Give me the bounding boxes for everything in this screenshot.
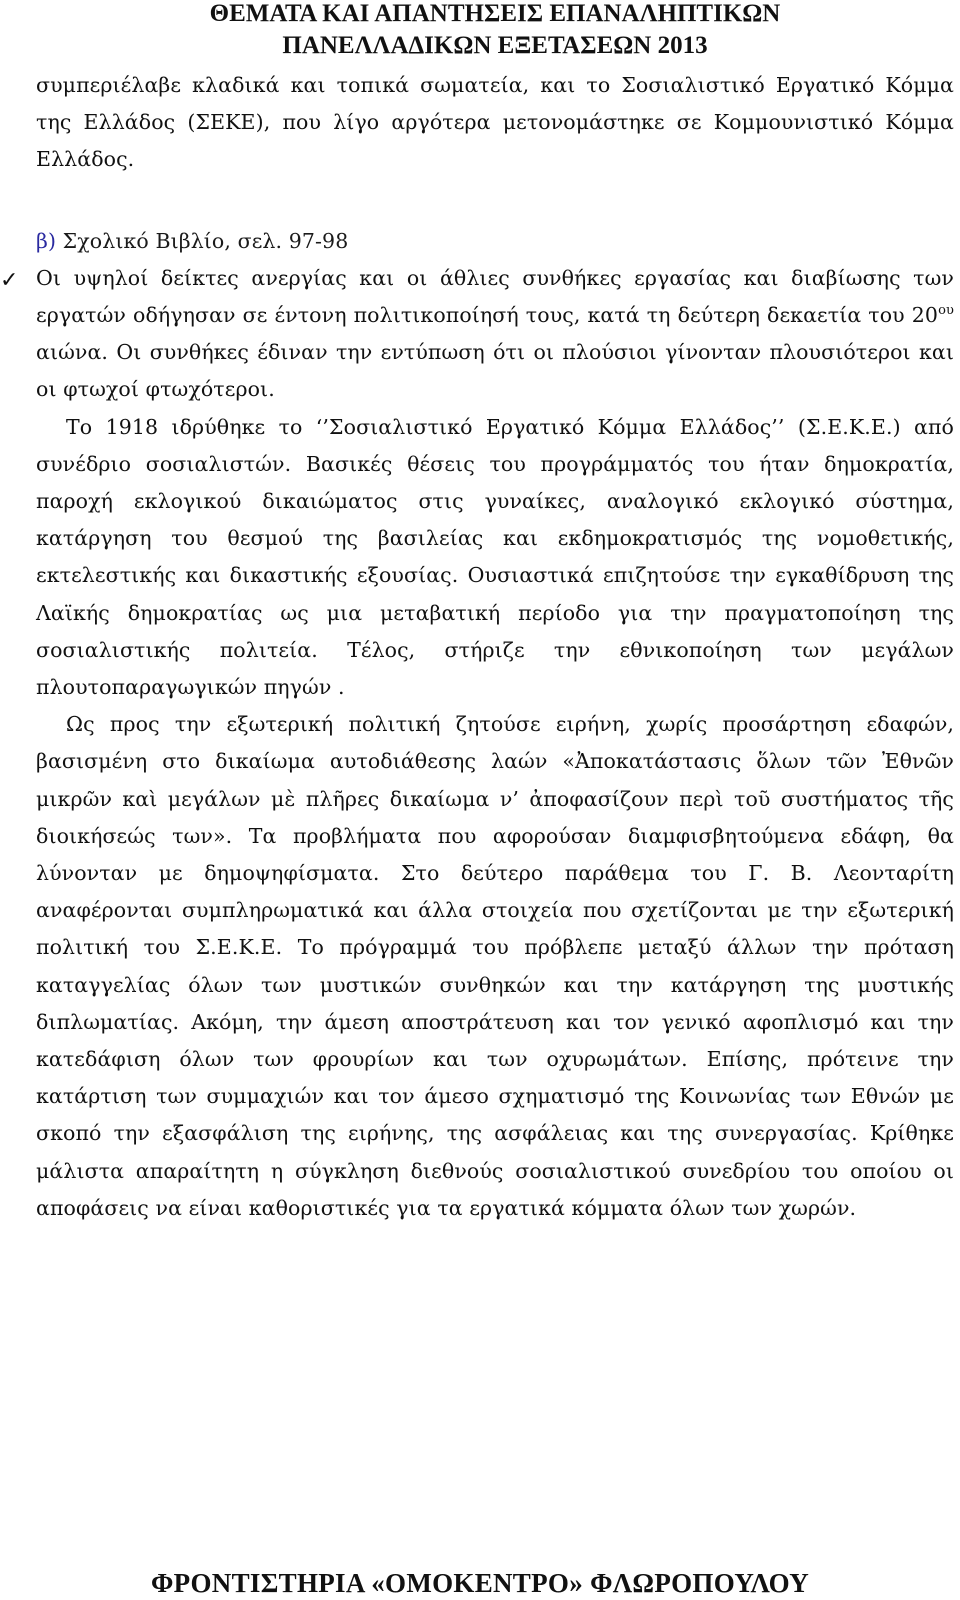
header-title-line1: ΘΕΜΑΤΑ ΚΑΙ ΑΠΑΝΤΗΣΕΙΣ ΕΠΑΝΑΛΗΠΤΙΚΩΝ (209, 0, 781, 27)
bullet-text-part2: αιώνα. Οι συνθήκες έδιναν την εντύπωση ότι οι πλούσιοι γίνονταν πλουσιότεροι και οι φτωχοί φτωχότεροι. (36, 340, 954, 402)
section-marker: β) (36, 228, 57, 253)
paragraph-foreign-policy: Ως προς την εξωτερική πολιτική ζητούσε ειρήνη, χωρίς προσάρτηση εδαφών, βασισμένη στο δικαίωμα αυτοδιάθεσης λαών «Ἀποκατάστασις ὅλων τῶν Ἐθνῶν μικρῶν καὶ μεγάλων μὲ πλῆρες δικαίωμα ν’ ἀποφασίζουν περὶ τοῦ συστήματος τῆς διοικήσεώς των». Τα προβλήματα που αφορούσαν διαμφισβητούμενα εδάφη, θα λύνονταν με δημοψηφίσματα. Στο δεύτερο παράθεμα του Γ. Β. Λεονταρίτη αναφέρονται συμπληρωματικά και άλλα στοιχεία που σχετίζονται με την εξωτερική πολιτική του Σ.Ε.Κ.Ε. Το πρόγραμμά του πρόβλεπε μεταξύ άλλων την πρόταση καταγγελίας όλων των μυστικών συνθηκών και την κατάργηση της μυστικής διπλωματίας. Ακόμη, την άμεση αποστράτευση και τον γενικό αφοπλισμό και την κατεδάφιση όλων των φρουρίων και των οχυρωμάτων. Επίσης, πρότεινε την κατάρτιση των συμμαχιών και τον άμεσο σχηματισμό της Κοινωνίας των Εθνών με σκοπό την εξασφάλιση της ειρήνης, της ασφάλειας και της συνεργασίας. Κρίθηκε μάλιστα απαραίτητη η σύγκληση διεθνούς σοσιαλιστικού συνεδρίου του οποίου οι αποφάσεις να είναι καθοριστικές για τα εργατικά κόμματα όλων των χωρών. (36, 712, 954, 1220)
bullet-text-part1: Οι υψηλοί δείκτες ανεργίας και οι άθλιες συνθήκες εργασίας και διαβίωσης των εργατών οδήγησαν σε έντονη πολιτικοποίησή τους, κατά τη δεύτερη δεκαετία του 20 (36, 265, 954, 328)
check-mark-icon: ✓ (0, 267, 19, 293)
document-header (36, 0, 954, 62)
intro-paragraph: συμπεριέλαβε κλαδικά και τοπικά σωματεία, και το Σοσιαλιστικό Εργατικό Κόμμα της Ελλάδος (ΣΕΚΕ), που λίγο αργότερα μετονομάστηκε σε Κομμουνιστικό Κόμμα Ελλάδος. (36, 73, 954, 172)
section-reference: Σχολικό Βιβλίο, σελ. 97-98 (56, 228, 349, 253)
header-title-line2: ΠΑΝΕΛΛΑΔΙΚΩΝ ΕΞΕΤΑΣΕΩΝ 2013 (282, 32, 708, 59)
section-heading (36, 223, 954, 260)
document-footer: ΦΡΟΝΤΙΣΤΗΡΙΑ «ΟΜΟΚΕΝΤΡΟ» ΦΛΩΡΟΠΟΥΛΟΥ (151, 1568, 809, 1598)
paragraph-program: Το 1918 ιδρύθηκε το ‘’Σοσιαλιστικό Εργατικό Κόμμα Ελλάδος’’ (Σ.Ε.Κ.Ε.) από συνέδριο σοσιαλιστών. Βασικές θέσεις του προγράμματός του ήταν δημοκρατία, παροχή εκλογικού δικαιώματος στις γυναίκες, αναλογικό εκλογικό σύστημα, κατάργηση του θεσμού της βασιλείας και εκδημοκρατισμός της νομοθετικής, εκτελεστικής και δικαστικής εξουσίας. Ουσιαστικά επιζητούσε την εγκαθίδρυση της Λαϊκής δημοκρατίας ως μια μεταβατική περίοδο για την πραγματοποίηση της σοσιαλιστικής πολιτεία. Τέλος, στήριζε την εθνικοποίηση των μεγάλων πλουτοπαραγωγικών πηγών . (36, 414, 954, 700)
bullet-paragraph (0, 260, 954, 409)
bullet-superscript: ου (938, 303, 954, 319)
